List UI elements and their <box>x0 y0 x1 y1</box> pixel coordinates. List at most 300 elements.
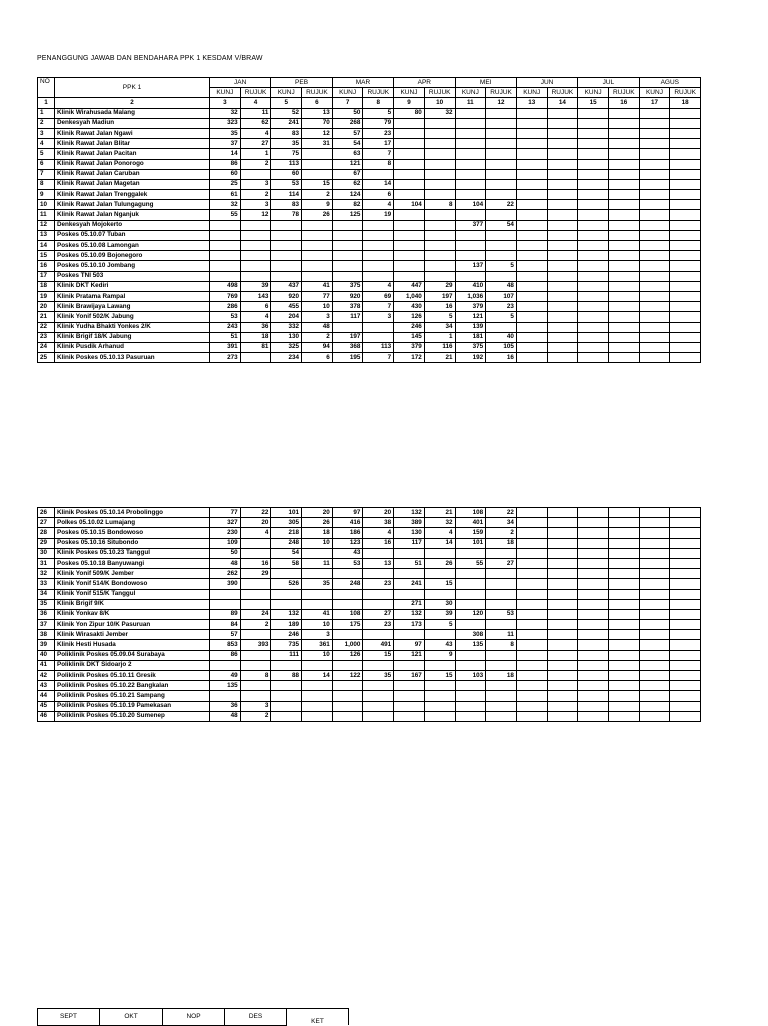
kunj-value: 67 <box>332 169 363 179</box>
kunj-value <box>455 599 486 609</box>
kunj-value: 526 <box>271 579 302 589</box>
kunj-value: 234 <box>271 353 302 363</box>
rujuk-value <box>424 241 455 251</box>
rujuk-value <box>608 569 639 579</box>
kunj-value: 86 <box>210 650 241 660</box>
rujuk-value <box>608 640 639 650</box>
kunj-value: 36 <box>210 701 241 711</box>
rujuk-value <box>302 548 333 558</box>
kunj-value <box>578 579 609 589</box>
rujuk-value: 491 <box>363 640 394 650</box>
rujuk-value: 20 <box>240 518 271 528</box>
kunj-value <box>639 548 670 558</box>
kunj-value: 416 <box>332 518 363 528</box>
kunj-value <box>578 569 609 579</box>
kunj-value <box>516 332 547 342</box>
rujuk-value <box>486 322 517 332</box>
facility-name: Poskes 05.10.15 Bondowoso <box>55 528 210 538</box>
kunj-value: 121 <box>394 650 425 660</box>
kunj-value: 37 <box>210 139 241 149</box>
rujuk-value: 27 <box>363 609 394 619</box>
rujuk-value <box>486 701 517 711</box>
kunj-value: 430 <box>394 302 425 312</box>
rujuk-value: 36 <box>240 322 271 332</box>
rujuk-value <box>670 312 701 322</box>
table-row <box>38 200 701 210</box>
month-header-jan: JAN <box>210 78 271 88</box>
rujuk-value <box>486 169 517 179</box>
rujuk-value <box>424 179 455 189</box>
rujuk-value: 10 <box>302 650 333 660</box>
rujuk-value <box>670 671 701 681</box>
rujuk-value: 2 <box>302 332 333 342</box>
kunj-value: 124 <box>332 190 363 200</box>
kunj-value <box>516 190 547 200</box>
kunj-value <box>455 589 486 599</box>
kunj-value <box>271 589 302 599</box>
kunj-value <box>332 569 363 579</box>
kunj-value: 32 <box>210 200 241 210</box>
rujuk-value <box>608 548 639 558</box>
rujuk-value: 81 <box>240 342 271 352</box>
table-row <box>38 518 701 528</box>
table-row <box>38 128 701 138</box>
kunj-value: 77 <box>210 508 241 518</box>
month-header-mar: MAR <box>332 78 393 88</box>
kunj-value <box>516 220 547 230</box>
rujuk-value <box>547 128 578 138</box>
facility-name: Klinik Wirasakti Jember <box>55 630 210 640</box>
rujuk-value <box>670 528 701 538</box>
rujuk-value <box>547 190 578 200</box>
rujuk-value: 69 <box>363 291 394 301</box>
kunj-value: 104 <box>455 200 486 210</box>
rujuk-value <box>670 630 701 640</box>
rujuk-value: 20 <box>363 508 394 518</box>
row-number: 7 <box>38 169 55 179</box>
row-number: 15 <box>38 251 55 261</box>
rujuk-value <box>240 589 271 599</box>
kunj-value <box>578 518 609 528</box>
kunj-value <box>639 210 670 220</box>
kunj-value: 86 <box>210 159 241 169</box>
rujuk-header: RUJUK <box>670 88 701 98</box>
rujuk-value: 2 <box>486 528 517 538</box>
rujuk-value <box>486 589 517 599</box>
rujuk-value <box>486 711 517 721</box>
row-number: 27 <box>38 518 55 528</box>
kunj-value <box>578 312 609 322</box>
facility-name: Klinik Yon Zipur 10/K Pasuruan <box>55 620 210 630</box>
kunj-value: 113 <box>271 159 302 169</box>
kunj-value <box>394 251 425 261</box>
kunj-value <box>639 291 670 301</box>
kunj-value: 262 <box>210 569 241 579</box>
kunj-value: 53 <box>332 558 363 568</box>
kunj-value: 230 <box>210 528 241 538</box>
kunj-value <box>516 548 547 558</box>
rujuk-value: 11 <box>240 108 271 118</box>
table-row <box>38 179 701 189</box>
rujuk-value <box>670 518 701 528</box>
rujuk-value: 14 <box>363 179 394 189</box>
rujuk-value <box>547 558 578 568</box>
kunj-value <box>394 210 425 220</box>
rujuk-value <box>547 179 578 189</box>
facility-name: Poliklinik Poskes 05.10.11 Gresik <box>55 671 210 681</box>
kunj-value: 332 <box>271 322 302 332</box>
rujuk-value <box>302 711 333 721</box>
rujuk-value <box>547 538 578 548</box>
facility-name: Klinik Rawat Jalan Trenggalek <box>55 190 210 200</box>
table-row <box>38 220 701 230</box>
kunj-value <box>332 660 363 670</box>
rujuk-value: 23 <box>486 302 517 312</box>
rujuk-value <box>547 630 578 640</box>
facility-name: Poskes TNI 503 <box>55 271 210 281</box>
kunj-value <box>394 139 425 149</box>
column-index-cell: 17 <box>639 98 670 108</box>
kunj-value: 286 <box>210 302 241 312</box>
rujuk-value <box>608 589 639 599</box>
row-number: 18 <box>38 281 55 291</box>
table-row <box>38 271 701 281</box>
rujuk-value: 40 <box>486 332 517 342</box>
rujuk-value <box>547 701 578 711</box>
rujuk-value: 4 <box>240 528 271 538</box>
facility-name: Poliklinik DKT Sidoarjo 2 <box>55 660 210 670</box>
rujuk-value <box>486 118 517 128</box>
facility-name: Poliklinik Poskes 05.10.19 Pamekasan <box>55 701 210 711</box>
kunj-value <box>516 169 547 179</box>
kunj-value: 88 <box>271 671 302 681</box>
table-row <box>38 332 701 342</box>
kunj-value <box>639 599 670 609</box>
row-number: 33 <box>38 579 55 589</box>
kunj-value: 735 <box>271 640 302 650</box>
kunj-value <box>394 261 425 271</box>
kunj-header: KUNJ <box>455 88 486 98</box>
row-number: 44 <box>38 691 55 701</box>
rujuk-value: 48 <box>302 322 333 332</box>
kunj-value <box>455 691 486 701</box>
facility-name: Denkesyah Madiun <box>55 118 210 128</box>
kunj-value <box>516 128 547 138</box>
rujuk-value <box>486 599 517 609</box>
table-row <box>38 291 701 301</box>
kunj-value <box>516 589 547 599</box>
rujuk-value <box>547 251 578 261</box>
rujuk-value <box>608 332 639 342</box>
rujuk-value: 105 <box>486 342 517 352</box>
kunj-value <box>578 508 609 518</box>
kunj-value: 108 <box>455 508 486 518</box>
rujuk-value <box>547 508 578 518</box>
rujuk-value <box>547 118 578 128</box>
rujuk-value <box>547 599 578 609</box>
rujuk-value <box>608 518 639 528</box>
table-row <box>38 353 701 363</box>
kunj-value <box>394 241 425 251</box>
rujuk-value <box>363 251 394 261</box>
rujuk-value: 12 <box>302 128 333 138</box>
rujuk-value: 6 <box>240 302 271 312</box>
rujuk-value <box>670 230 701 240</box>
rujuk-value <box>486 251 517 261</box>
rujuk-value <box>240 599 271 609</box>
rujuk-value: 32 <box>424 108 455 118</box>
row-number: 6 <box>38 159 55 169</box>
kunj-value <box>210 220 241 230</box>
kunj-value <box>516 691 547 701</box>
rujuk-value <box>424 261 455 271</box>
rujuk-value: 7 <box>363 353 394 363</box>
kunj-value <box>578 599 609 609</box>
kunj-value: 122 <box>332 671 363 681</box>
rujuk-value: 23 <box>363 579 394 589</box>
kunj-value <box>639 640 670 650</box>
kunj-value: 121 <box>332 159 363 169</box>
kunj-value <box>578 701 609 711</box>
rujuk-value <box>424 128 455 138</box>
rujuk-value <box>547 681 578 691</box>
kunj-value <box>639 251 670 261</box>
rujuk-header: RUJUK <box>486 88 517 98</box>
rujuk-value <box>363 711 394 721</box>
rujuk-value <box>670 271 701 281</box>
rujuk-value <box>240 241 271 251</box>
rujuk-value: 4 <box>424 528 455 538</box>
kunj-value: 25 <box>210 179 241 189</box>
rujuk-value <box>486 179 517 189</box>
kunj-value <box>639 620 670 630</box>
kunj-value <box>639 179 670 189</box>
kunj-value <box>639 609 670 619</box>
rujuk-value: 2 <box>302 190 333 200</box>
kunj-value <box>578 650 609 660</box>
column-index-cell: 10 <box>424 98 455 108</box>
kunj-value: 920 <box>271 291 302 301</box>
rujuk-value: 41 <box>302 281 333 291</box>
rujuk-value <box>547 302 578 312</box>
kunj-value <box>639 650 670 660</box>
table-row <box>38 302 701 312</box>
rujuk-value <box>240 681 271 691</box>
rujuk-value: 3 <box>240 200 271 210</box>
kunj-value <box>578 630 609 640</box>
rujuk-value <box>302 251 333 261</box>
kunj-value <box>455 190 486 200</box>
rujuk-value <box>486 230 517 240</box>
kunj-value: 135 <box>210 681 241 691</box>
kunj-value <box>271 681 302 691</box>
kunj-value: 61 <box>210 190 241 200</box>
rujuk-value <box>547 620 578 630</box>
rujuk-value <box>486 128 517 138</box>
row-number: 37 <box>38 620 55 630</box>
kunj-value <box>455 210 486 220</box>
kunj-value <box>516 538 547 548</box>
table-row <box>38 139 701 149</box>
kunj-value <box>639 271 670 281</box>
kunj-value <box>578 302 609 312</box>
kunj-value <box>271 261 302 271</box>
rujuk-value <box>608 190 639 200</box>
rujuk-value: 27 <box>486 558 517 568</box>
table-row <box>38 660 701 670</box>
kunj-value <box>639 538 670 548</box>
rujuk-value: 3 <box>240 179 271 189</box>
rujuk-value: 16 <box>486 353 517 363</box>
kunj-value <box>578 220 609 230</box>
kunj-value <box>271 241 302 251</box>
rujuk-value <box>486 681 517 691</box>
kunj-value <box>210 261 241 271</box>
kunj-value <box>516 660 547 670</box>
rujuk-value <box>670 640 701 650</box>
kunj-value: 379 <box>394 342 425 352</box>
rujuk-value <box>670 508 701 518</box>
facility-name: Klinik Wirahusada Malang <box>55 108 210 118</box>
kunj-value: 57 <box>210 630 241 640</box>
rujuk-value: 21 <box>424 353 455 363</box>
rujuk-value <box>608 179 639 189</box>
column-index-cell: 16 <box>608 98 639 108</box>
kunj-value <box>516 281 547 291</box>
rujuk-value <box>302 589 333 599</box>
kunj-value <box>578 118 609 128</box>
kunj-value <box>455 681 486 691</box>
kunj-value: 139 <box>455 322 486 332</box>
kunj-value <box>394 179 425 189</box>
kunj-value: 172 <box>394 353 425 363</box>
kunj-value: 53 <box>271 179 302 189</box>
kunj-value: 327 <box>210 518 241 528</box>
row-number: 39 <box>38 640 55 650</box>
rujuk-value <box>670 660 701 670</box>
rujuk-value <box>302 169 333 179</box>
kunj-value <box>516 241 547 251</box>
rujuk-value: 17 <box>363 139 394 149</box>
rujuk-value <box>240 630 271 640</box>
rujuk-value <box>363 169 394 179</box>
rujuk-value <box>547 353 578 363</box>
rujuk-value: 39 <box>240 281 271 291</box>
rujuk-value: 22 <box>240 508 271 518</box>
kunj-value <box>271 599 302 609</box>
kunj-value <box>639 312 670 322</box>
kunj-value: 391 <box>210 342 241 352</box>
kunj-value <box>210 660 241 670</box>
table-row <box>38 691 701 701</box>
table-row <box>38 322 701 332</box>
row-number: 11 <box>38 210 55 220</box>
rujuk-value <box>670 139 701 149</box>
rujuk-value <box>608 312 639 322</box>
facility-name: Poskes 05.10.09 Bojonegoro <box>55 251 210 261</box>
kunj-value: 52 <box>271 108 302 118</box>
rujuk-value: 113 <box>363 342 394 352</box>
facility-name: Klinik Yonif 514/K Bondowoso <box>55 579 210 589</box>
rujuk-value <box>670 599 701 609</box>
rujuk-value <box>547 342 578 352</box>
kunj-value: 498 <box>210 281 241 291</box>
kunj-value: 368 <box>332 342 363 352</box>
rujuk-value <box>608 210 639 220</box>
rujuk-value <box>240 261 271 271</box>
kunj-value <box>455 179 486 189</box>
kunj-value <box>639 118 670 128</box>
rujuk-value <box>608 681 639 691</box>
facility-name: Klinik Yudha Bhakti Yonkes 2/K <box>55 322 210 332</box>
kunj-value <box>639 281 670 291</box>
kunj-value <box>578 671 609 681</box>
kunj-value: 145 <box>394 332 425 342</box>
kunj-value: 437 <box>271 281 302 291</box>
kunj-value: 111 <box>271 650 302 660</box>
kunj-value <box>394 691 425 701</box>
kunj-value <box>455 139 486 149</box>
kunj-value: 323 <box>210 118 241 128</box>
kunj-value: 114 <box>271 190 302 200</box>
kunj-value <box>516 711 547 721</box>
kunj-value <box>332 589 363 599</box>
rujuk-value <box>424 569 455 579</box>
rujuk-value <box>363 589 394 599</box>
row-number: 46 <box>38 711 55 721</box>
rujuk-value <box>608 149 639 159</box>
rujuk-value <box>547 169 578 179</box>
table-row <box>38 190 701 200</box>
kunj-value <box>578 711 609 721</box>
rujuk-value <box>670 302 701 312</box>
facility-name: Klinik Poskes 05.10.23 Tanggul <box>55 548 210 558</box>
kunj-value <box>578 548 609 558</box>
rujuk-value: 41 <box>302 609 333 619</box>
kunj-value: 55 <box>210 210 241 220</box>
month-header-jun: JUN <box>516 78 577 88</box>
kunj-value: 48 <box>210 711 241 721</box>
kunj-value <box>516 108 547 118</box>
table-row <box>38 681 701 691</box>
rujuk-value <box>363 599 394 609</box>
row-number: 14 <box>38 241 55 251</box>
rujuk-value <box>608 538 639 548</box>
kunj-value: 325 <box>271 342 302 352</box>
rujuk-value <box>608 353 639 363</box>
facility-name: Klinik Poskes 05.10.14 Probolinggo <box>55 508 210 518</box>
rujuk-value <box>363 322 394 332</box>
rujuk-value <box>424 220 455 230</box>
table-row <box>38 640 701 650</box>
rujuk-value <box>670 711 701 721</box>
rujuk-value <box>670 620 701 630</box>
kunj-value <box>639 220 670 230</box>
kunj-value <box>578 681 609 691</box>
rujuk-value: 8 <box>240 671 271 681</box>
rujuk-value: 53 <box>486 609 517 619</box>
facility-name: Klinik Brigif 9/K <box>55 599 210 609</box>
rujuk-value: 18 <box>240 332 271 342</box>
facility-name: Klinik Hesti Husada <box>55 640 210 650</box>
rujuk-value: 3 <box>363 312 394 322</box>
table-row <box>38 599 701 609</box>
kunj-value <box>332 241 363 251</box>
kunj-value <box>455 711 486 721</box>
kunj-value <box>455 159 486 169</box>
kunj-value: 241 <box>394 579 425 589</box>
month-header-okt: OKT <box>100 1009 163 1026</box>
